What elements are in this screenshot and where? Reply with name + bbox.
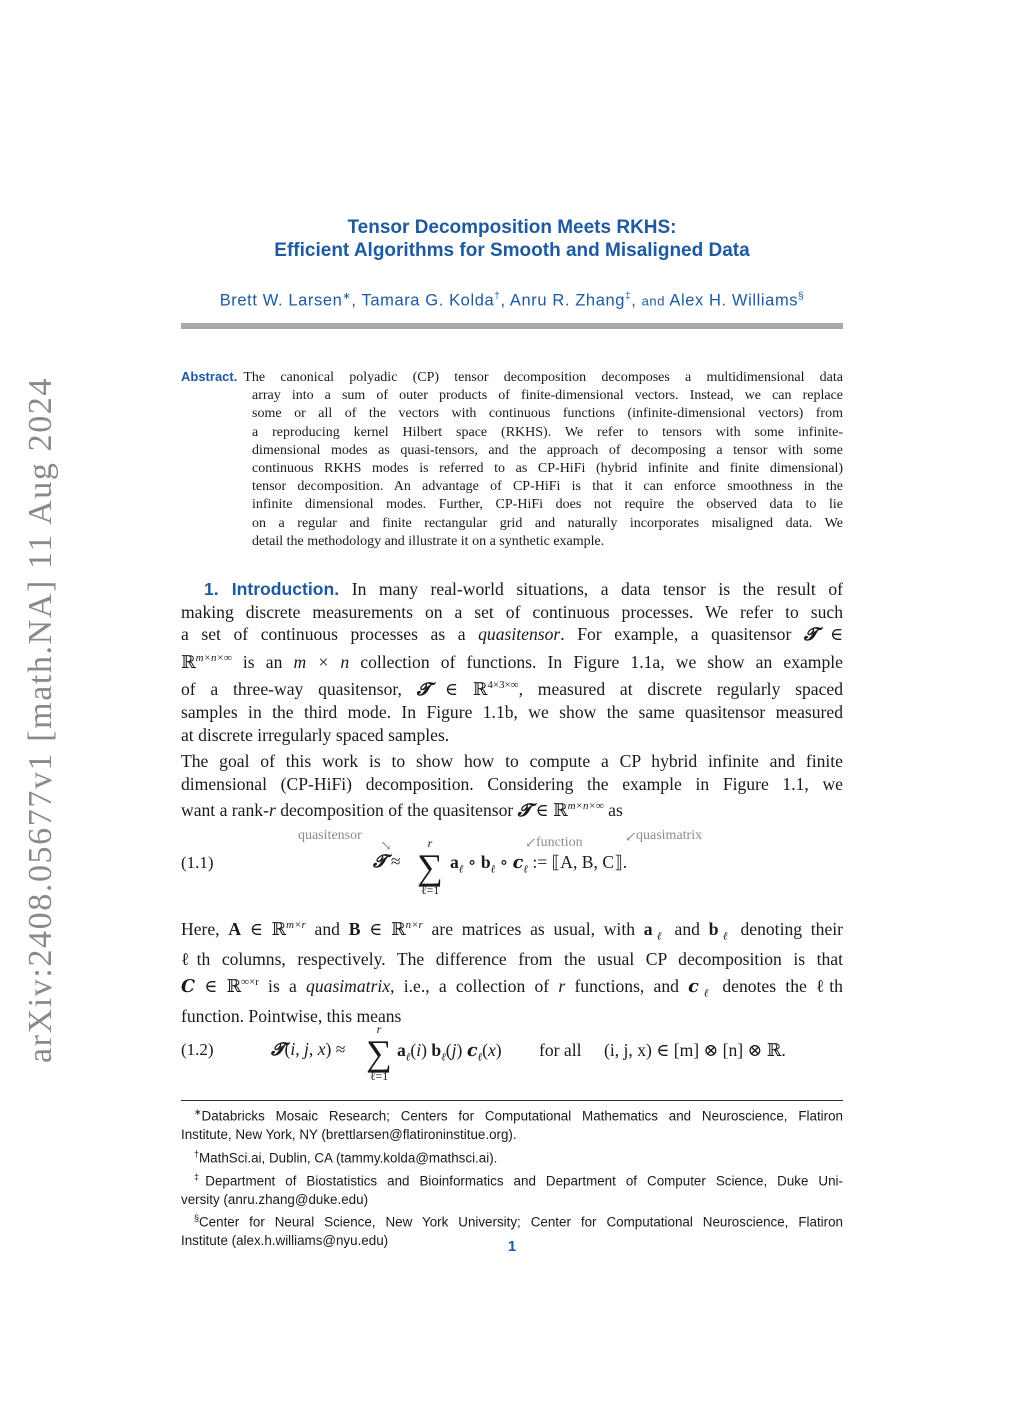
- annotation-arrow: ↙: [625, 830, 637, 845]
- footnote-line: §Center for Neural Science, New York University; Center for Computational Neuroscience, Flatiron: [194, 1213, 843, 1230]
- goal-paragraph: [181, 750, 843, 823]
- footnote-line: ∗Databricks Mosaic Research; Centers for Computational Mathematics and Neuroscience, Flatiron: [194, 1107, 843, 1124]
- summation-symbol: r ∑ ℓ=1: [366, 1022, 392, 1083]
- body-line: a set of continuous processes as a quasitensor. For example, a quasitensor 𝓣 ∈: [181, 624, 843, 646]
- body-line: of a three-way quasitensor, 𝓣 ∈ ℝ$^{4\times 3\times\infty}$, measured at discrete regularly spaced: [181, 678, 843, 700]
- body-line: ℝ$^{m\times n\times\infty}$ is an m × n collection of functions. In Figure 1.1a, we show an example: [181, 651, 843, 672]
- annotation-function: function: [536, 835, 583, 850]
- equation-1-1-lhs: 𝓣 ≈: [373, 851, 401, 872]
- body-line: making discrete measurements on a set of continuous processes. We refer to such: [181, 601, 843, 622]
- annotation-quasitensor: quasitensor: [298, 828, 362, 843]
- tensor-symbol: 𝓣: [416, 678, 431, 700]
- body-line: Here, A ∈ ℝ$^{m\times r}$ and B ∈ ℝ$^{n\times r}$ are matrices as usual, with $a_\ell$ and $b_\ell$ denoting their: [181, 918, 844, 943]
- paper-title-line-2: Efficient Algorithms for Smooth and Misaligned Data: [274, 240, 750, 261]
- footnotes: [181, 1103, 843, 1251]
- intro-paragraph: [181, 578, 843, 747]
- abstract-line: array into a sum of outer products of finite-dimensional vectors. Instead, we can replace: [252, 388, 843, 404]
- footnote-line: †MathSci.ai, Dublin, CA (tammy.kolda@mathsci.ai).: [194, 1148, 498, 1166]
- body-line: The goal of this work is to show how to compute a CP hybrid infinite and finite: [181, 751, 843, 771]
- author-list: Brett W. Larsen∗, Tamara G. Kolda†, Anru R. Zhang‡, and Alex H. Williams§: [219, 291, 805, 310]
- footnote-line: versity (anru.zhang@duke.edu): [181, 1191, 369, 1207]
- equation-number: (1.1): [181, 853, 214, 872]
- equation-1-1-rhs: $a_\ell$ ∘ $b_\ell$ ∘ $c_\ell$ := ⟦A, B, C⟧.: [450, 852, 628, 876]
- abstract-line: continuous RKHS modes is referred to as CP-HiFi (hybrid infinite and finite dimensional): [252, 461, 843, 477]
- section-heading: 1. Introduction.: [204, 579, 340, 599]
- body-line: ℓth columns, respectively. The difference from the usual CP decomposition is that: [181, 949, 843, 970]
- body-line: want a rank-r decomposition of the quasitensor 𝓣 ∈ ℝ$^{m\times n\times\infty}$ as: [181, 800, 623, 822]
- author-mark: ∗: [342, 291, 352, 302]
- abstract-line: dimensional modes as quasi-tensors, and the approach of decomposing a tensor with some: [252, 442, 843, 458]
- abstract-line: infinite dimensional modes. Further, CP-HiFi does not require the observed data to lie: [252, 497, 843, 513]
- equation-1-2-rhs: $a_\ell(i)$ $b_\ell(j)$ $c_\ell(x)$: [397, 1040, 502, 1064]
- annotation-quasimatrix: quasimatrix: [636, 828, 703, 843]
- abstract-line: some or all of the vectors with continuous functions (infinite-dimensional vectors) from: [252, 406, 843, 422]
- arxiv-stamp-text: arXiv:2408.05677v1 [math.NA] 11 Aug 2024: [22, 376, 59, 1064]
- author-and: and: [641, 293, 666, 309]
- author-larsen: Brett W. Larsen: [219, 291, 343, 310]
- author-mark: ‡: [625, 291, 632, 302]
- footnote-line: Institute (alex.h.williams@nyu.edu): [181, 1233, 389, 1249]
- abstract-line: on a regular and finite rectangular grid and naturally incorporates misaligned data. We: [252, 515, 843, 531]
- body-line: C ∈ ℝ$^{\infty\times r}$ is a quasimatrix, i.e., a collection of r functions, and $c_\ell$ denotes the ℓth: [181, 975, 843, 1000]
- equation-1-2-lhs: 𝓣(i, j, x) ≈: [271, 1039, 346, 1060]
- abstract: [181, 368, 843, 551]
- tensor-symbol: 𝓣: [803, 624, 818, 646]
- abstract-label: Abstract.: [181, 369, 238, 384]
- equation-1-2-forall: for all: [539, 1040, 582, 1060]
- page-number: 1: [507, 1238, 517, 1255]
- paper-title-line-1: Tensor Decomposition Meets RKHS:: [347, 217, 677, 238]
- annotation-arrow: ↙: [525, 836, 537, 851]
- tensor-symbol: 𝓣: [517, 800, 532, 822]
- footnote-rule: [181, 1100, 843, 1101]
- author-mark: †: [494, 291, 501, 302]
- body-line: dimensional (CP-HiFi) decomposition. Considering the example in Figure 1.1, we: [181, 773, 843, 794]
- author-kolda: Tamara G. Kolda: [361, 291, 495, 310]
- author-mark: §: [798, 291, 805, 302]
- equation-1-2-domain: (i, j, x) ∈ [m] ⊗ [n] ⊗ ℝ.: [604, 1040, 786, 1060]
- annotation-arrow: ↘: [380, 839, 392, 854]
- body-line: at discrete irregularly spaced samples.: [181, 724, 450, 745]
- author-williams: Alex H. Williams: [669, 291, 799, 310]
- abstract-line: tensor decomposition. An advantage of CP-HiFi is that it can enforce smoothness in the: [252, 479, 843, 495]
- footnote-line: Institute, New York, NY (brettlarsen@flatironinstitue.org).: [181, 1127, 517, 1143]
- here-paragraph: [181, 914, 843, 1028]
- body-line: 1. Introduction. In many real-world situations, a data tensor is the result of: [204, 579, 843, 599]
- arxiv-stamp: [22, 376, 59, 1064]
- title-rule: [181, 323, 843, 329]
- equation-number: (1.2): [181, 1040, 214, 1059]
- body-line: function. Pointwise, this means: [181, 1005, 402, 1026]
- abstract-line: detail the methodology and illustrate it on a synthetic example.: [252, 533, 605, 549]
- abstract-line: Abstract. The canonical polyadic (CP) tensor decomposition decomposes a multidimensional data: [181, 369, 843, 385]
- summation-symbol: r ∑ ℓ=1: [417, 836, 443, 897]
- author-zhang: Anru R. Zhang: [509, 291, 626, 310]
- body-line: samples in the third mode. In Figure 1.1b, we show the same quasitensor measured: [181, 702, 843, 723]
- abstract-line: a reproducing kernel Hilbert space (RKHS). We refer to tensors with some infinite-: [252, 424, 843, 440]
- footnote-line: ‡Department of Biostatistics and Bioinformatics and Department of Computer Science, Duke Uni-: [194, 1171, 843, 1189]
